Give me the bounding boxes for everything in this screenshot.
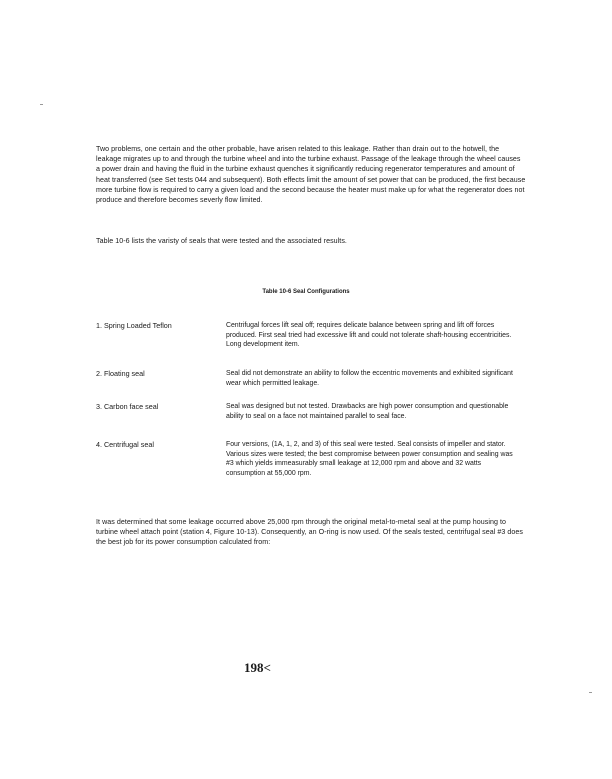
seal-name: 4. Centrifugal seal <box>96 440 154 449</box>
seal-description: Seal did not demonstrate an ability to follow the eccentric movements and exhibited significant wear which permitted leakage. <box>226 370 513 387</box>
seal-description: Seal was designed but not tested. Drawbacks are high power consumption and questionable ability to seal on a face not maintained parallel to seal face. <box>226 403 509 420</box>
seal-name: 3. Carbon face seal <box>96 402 159 411</box>
seal-description: Centrifugal forces lift seal off; requires delicate balance between spring and lift off forces produced. First seal tried had excessive lift and could not tolerate shaft-housing eccentricities. Long development item. <box>226 322 512 348</box>
page-number: 198< <box>244 660 271 675</box>
closing-paragraph: It was determined that some leakage occurred above 25,000 rpm through the original metal-to-metal seal at the pump housing to turbine wheel attach point (station 4, Figure 10-13). Consequently, an O-ring is now used. Of the seals tested, centrifugal seal #3 does the best job for its power consumption calculated from: <box>96 518 524 547</box>
table-title: Table 10-6 Seal Configurations <box>262 289 350 295</box>
scan-speck <box>589 692 592 693</box>
seal-description: Four versions, (1A, 1, 2, and 3) of this seal were tested. Seal consists of impeller and stator. Various sizes were tested; the best compromise between power consumption and sealing was #3 which yields immeasurably small leakage at 12,000 rpm and above and 32 watts consumption at 55,000 rpm. <box>226 441 513 477</box>
table-reference-paragraph: Table 10-6 lists the varisty of seals that were tested and the associated results. <box>96 237 347 245</box>
scan-speck <box>40 104 43 105</box>
seal-name: 1. Spring Loaded Teflon <box>96 321 172 330</box>
seal-name: 2. Floating seal <box>96 369 145 378</box>
intro-paragraph: Two problems, one certain and the other probable, have arisen related to this leakage. Rather than drain out to the hotwell, the leakage migrates up to and through the turbine wheel and into the turbine exhaust. Passage of the leakage through the wheel causes a power drain and having the fluid in the turbine exhaust quenches it significantly reducing regenerator temperatures and amount of heat transferred (see Set tests 044 and subsequent). Both effects limit the amount of set power that can be produced, the first because more turbine flow is required to carry a given load and the second because the heater must make up for what the regenerator does not produce and therefore becomes severly flow limited. <box>96 145 526 205</box>
